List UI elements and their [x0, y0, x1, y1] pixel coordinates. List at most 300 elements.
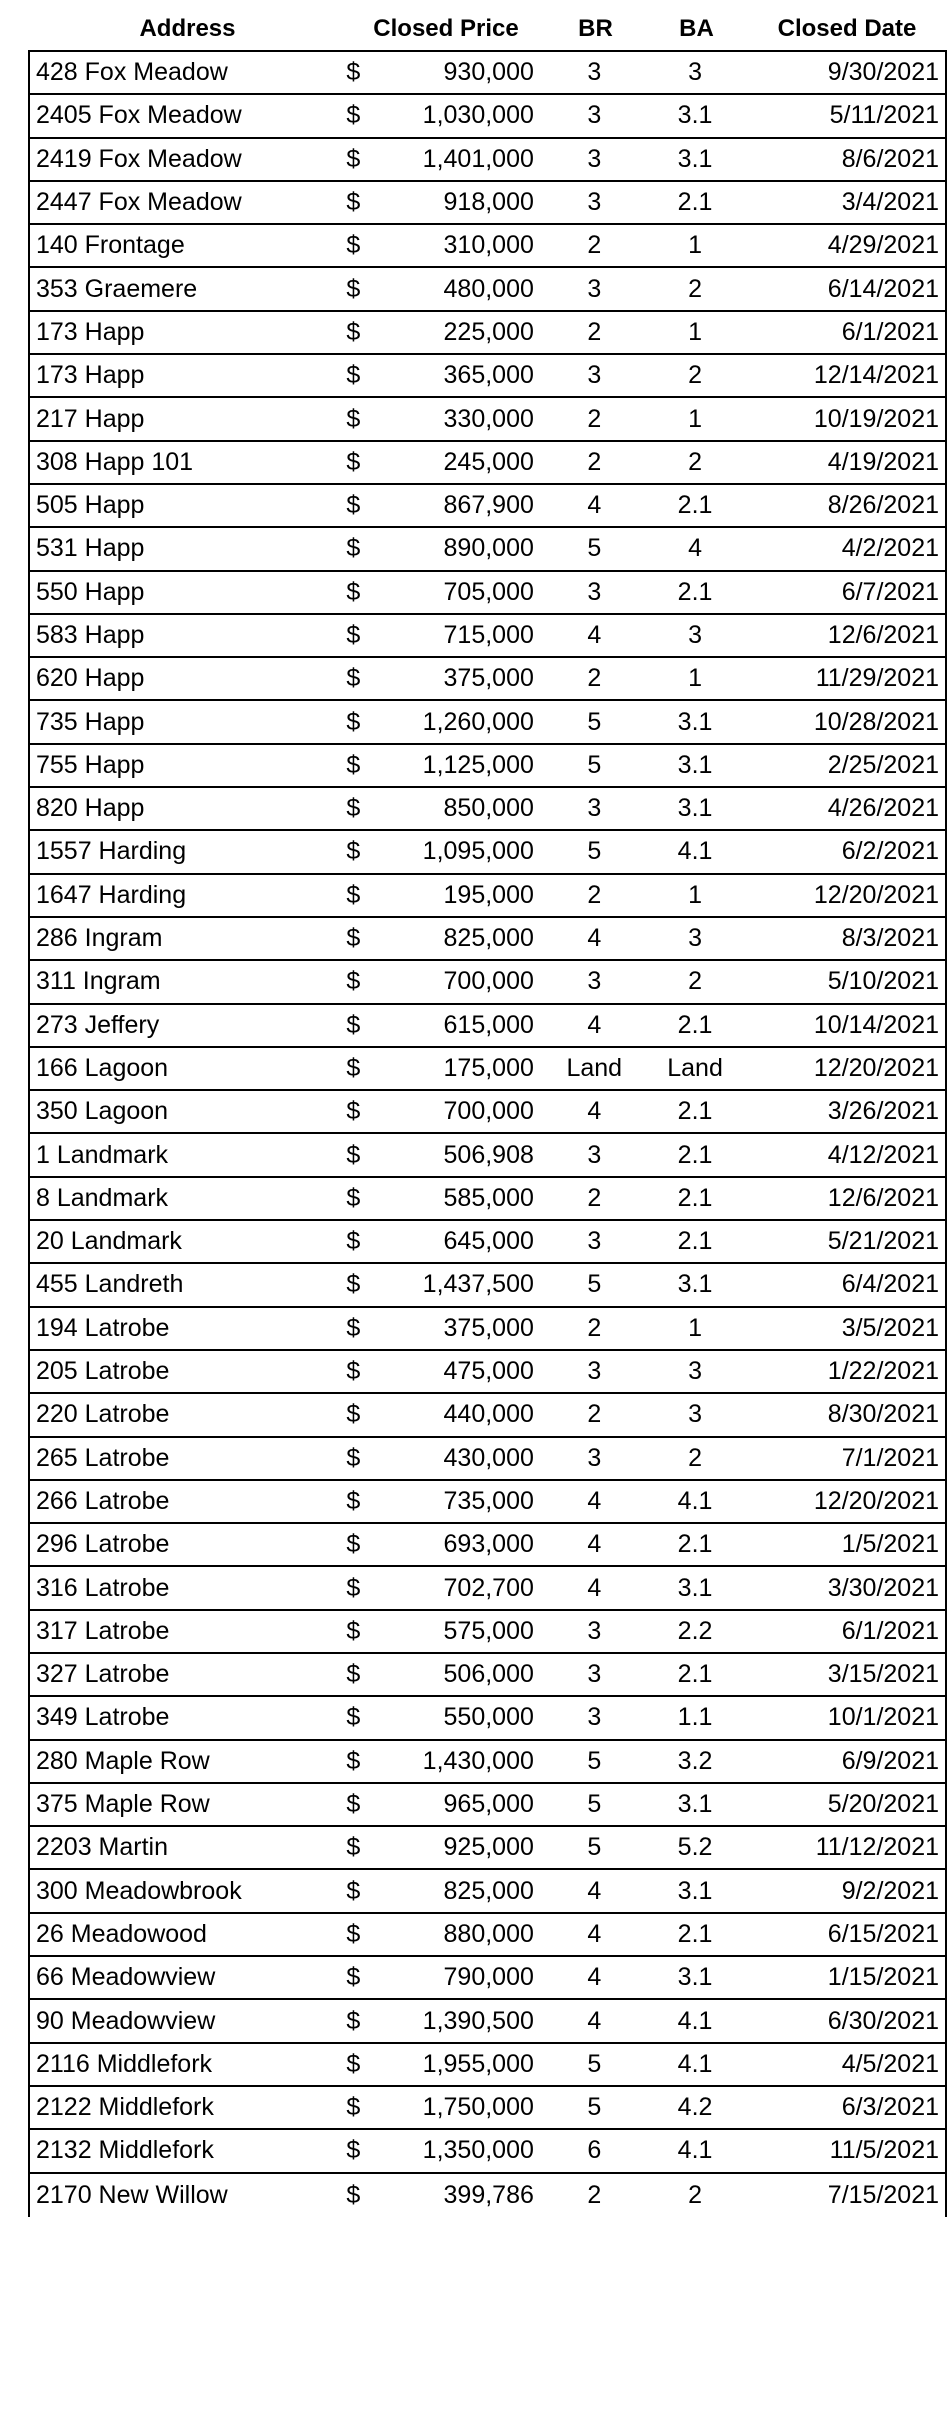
currency-symbol: $	[346, 621, 361, 649]
table-row	[30, 1481, 945, 1524]
currency-symbol: $	[346, 1183, 361, 1212]
table-row	[30, 1091, 945, 1134]
br-cell: 4	[587, 1919, 602, 1948]
price-amount: 880,000	[443, 1919, 534, 1948]
closed-date-cell: 1/15/2021	[827, 1963, 940, 1992]
table-row	[30, 139, 945, 182]
br-cell: 2	[587, 1400, 602, 1429]
closed-price-cell	[346, 1877, 544, 1906]
closed-price-cell	[346, 1617, 544, 1646]
table-row	[30, 182, 945, 225]
br-cell: 3	[587, 1443, 602, 1472]
ba-cell: 2.1	[677, 1227, 713, 1256]
table-row	[30, 961, 945, 1004]
address-cell: 220 Latrobe	[36, 1400, 170, 1429]
closed-price-cell	[346, 145, 544, 174]
closed-price-cell	[346, 2050, 544, 2079]
closed-date-cell: 6/9/2021	[841, 1746, 940, 1775]
ba-cell: 2	[688, 274, 703, 303]
closed-price-cell	[346, 491, 544, 520]
br-cell: 3	[587, 1660, 602, 1689]
ba-cell: 2	[688, 967, 703, 996]
sales-table	[28, 8, 947, 2217]
closed-date-cell: 6/4/2021	[841, 1270, 940, 1299]
address-cell: 349 Latrobe	[36, 1703, 170, 1732]
br-cell: 2	[587, 2180, 602, 2209]
ba-cell: 1	[688, 880, 703, 909]
ba-cell: 3.1	[677, 1963, 713, 1992]
ba-cell: 2.1	[677, 1530, 713, 1559]
closed-price-cell	[346, 881, 544, 910]
table-row	[30, 1351, 945, 1394]
closed-date-cell: 11/29/2021	[815, 664, 940, 693]
price-amount: 310,000	[443, 231, 534, 260]
ba-cell: 1	[688, 1313, 703, 1342]
closed-price-cell	[346, 2181, 544, 2210]
address-cell: 205 Latrobe	[36, 1357, 170, 1386]
address-cell: 2116 Middlefork	[36, 2049, 213, 2078]
price-amount: 1,750,000	[422, 2093, 534, 2122]
currency-symbol: $	[346, 794, 361, 823]
price-amount: 506,908	[443, 1140, 534, 1169]
br-cell: 4	[587, 1486, 602, 1515]
closed-price-cell	[346, 1357, 544, 1386]
currency-symbol: $	[346, 2049, 361, 2078]
table-row	[30, 1784, 945, 1827]
closed-price-cell	[346, 794, 544, 823]
br-cell: 5	[587, 1790, 602, 1819]
br-cell: 4	[587, 1010, 602, 1039]
ba-cell: 2	[688, 361, 703, 390]
price-amount: 693,000	[443, 1530, 534, 1559]
closed-price-cell	[346, 1314, 544, 1343]
address-cell: 8 Landmark	[36, 1183, 169, 1212]
br-cell: 3	[587, 188, 602, 217]
closed-date-cell: 5/21/2021	[827, 1227, 940, 1256]
price-amount: 615,000	[443, 1010, 534, 1039]
table-row	[30, 572, 945, 615]
price-amount: 918,000	[443, 188, 534, 217]
table-row	[30, 225, 945, 268]
ba-cell: 3.1	[677, 1573, 713, 1602]
closed-date-cell: 6/1/2021	[841, 317, 940, 346]
address-cell: 273 Jeffery	[36, 1010, 160, 1039]
currency-symbol: $	[346, 361, 361, 390]
closed-price-cell	[346, 1270, 544, 1299]
address-cell: 2170 New Willow	[36, 2180, 228, 2209]
ba-cell: 3	[688, 924, 703, 953]
br-cell: 3	[587, 1616, 602, 1645]
ba-cell: 3.2	[677, 1746, 713, 1775]
currency-symbol: $	[346, 1400, 361, 1429]
closed-date-cell: 10/1/2021	[827, 1703, 940, 1732]
ba-cell: 2.1	[677, 1660, 713, 1689]
currency-symbol: $	[346, 2006, 361, 2035]
br-cell: 3	[587, 101, 602, 130]
address-cell: 755 Happ	[36, 750, 145, 779]
table-row	[30, 1827, 945, 1870]
price-amount: 330,000	[443, 404, 534, 433]
price-amount: 645,000	[443, 1227, 534, 1256]
closed-date-cell: 4/5/2021	[841, 2049, 940, 2078]
closed-date-cell: 6/3/2021	[841, 2093, 940, 2122]
closed-date-cell: 6/15/2021	[827, 1919, 940, 1948]
closed-price-cell	[346, 448, 544, 477]
currency-symbol: $	[346, 1703, 361, 1732]
closed-date-cell: 6/1/2021	[841, 1616, 940, 1645]
price-amount: 930,000	[443, 58, 534, 87]
table-row	[30, 745, 945, 788]
closed-price-cell	[346, 188, 544, 217]
currency-symbol: $	[346, 231, 361, 260]
closed-date-cell: 8/26/2021	[827, 491, 940, 520]
closed-date-cell: 5/10/2021	[827, 967, 940, 996]
address-cell: 735 Happ	[36, 707, 145, 736]
closed-price-cell	[346, 924, 544, 953]
closed-price-cell	[346, 58, 544, 87]
currency-symbol: $	[346, 2180, 361, 2209]
table-row	[30, 485, 945, 528]
address-cell: 20 Landmark	[36, 1227, 182, 1256]
price-amount: 700,000	[443, 967, 534, 996]
closed-price-cell	[346, 1833, 544, 1862]
closed-price-cell	[346, 2093, 544, 2122]
price-amount: 375,000	[443, 664, 534, 693]
address-cell: 455 Landreth	[36, 1270, 184, 1299]
br-cell: 3	[587, 1140, 602, 1169]
table-row	[30, 1957, 945, 2000]
price-amount: 715,000	[443, 621, 534, 649]
ba-cell: 2.1	[677, 491, 713, 520]
address-cell: 173 Happ	[36, 361, 145, 390]
table-row	[30, 1438, 945, 1481]
br-cell: 2	[587, 1183, 602, 1212]
price-amount: 475,000	[443, 1357, 534, 1386]
price-amount: 575,000	[443, 1616, 534, 1645]
table-row	[30, 1308, 945, 1351]
currency-symbol: $	[346, 2093, 361, 2122]
price-amount: 925,000	[443, 1833, 534, 1862]
address-cell: 66 Meadowview	[36, 1963, 216, 1992]
header-address: Address	[139, 15, 236, 42]
br-cell: 3	[587, 1703, 602, 1732]
closed-date-cell: 12/6/2021	[827, 1183, 940, 1212]
currency-symbol: $	[346, 1746, 361, 1775]
currency-symbol: $	[346, 750, 361, 779]
ba-cell: 5.2	[677, 1833, 713, 1862]
br-cell: 5	[587, 534, 602, 563]
br-cell: 3	[587, 1227, 602, 1256]
currency-symbol: $	[346, 967, 361, 996]
table-row	[30, 1221, 945, 1264]
closed-date-cell: 8/3/2021	[841, 924, 940, 953]
table-row	[30, 1134, 945, 1177]
br-cell: 4	[587, 1963, 602, 1992]
price-amount: 700,000	[443, 1097, 534, 1126]
closed-price-cell	[346, 751, 544, 780]
currency-symbol: $	[346, 577, 361, 606]
ba-cell: 3.1	[677, 101, 713, 130]
ba-cell: 3	[688, 621, 703, 649]
price-amount: 175,000	[443, 1053, 534, 1082]
closed-price-cell	[346, 1747, 544, 1776]
closed-price-cell	[346, 1660, 544, 1689]
br-cell: 5	[587, 2093, 602, 2122]
address-cell: 311 Ingram	[36, 967, 161, 996]
closed-date-cell: 5/11/2021	[829, 101, 940, 130]
table-row	[30, 95, 945, 138]
table-body	[28, 50, 947, 2217]
br-cell: 5	[587, 707, 602, 736]
price-amount: 1,350,000	[422, 2136, 534, 2165]
currency-symbol: $	[346, 1876, 361, 1905]
price-amount: 825,000	[443, 924, 534, 953]
address-cell: 583 Happ	[36, 621, 145, 649]
price-amount: 702,700	[443, 1573, 534, 1602]
table-row	[30, 52, 945, 95]
price-amount: 506,000	[443, 1660, 534, 1689]
closed-price-cell	[346, 275, 544, 304]
closed-price-cell	[346, 405, 544, 434]
br-cell: 5	[587, 2049, 602, 2078]
table-row	[30, 1264, 945, 1307]
closed-price-cell	[346, 708, 544, 737]
br-cell: 5	[587, 1746, 602, 1775]
price-amount: 1,430,000	[422, 1746, 534, 1775]
closed-date-cell: 6/7/2021	[841, 577, 940, 606]
address-cell: 1 Landmark	[36, 1140, 169, 1169]
address-cell: 166 Lagoon	[36, 1053, 169, 1082]
closed-date-cell: 8/30/2021	[827, 1400, 940, 1429]
table-row	[30, 831, 945, 874]
currency-symbol: $	[346, 1140, 361, 1169]
currency-symbol: $	[346, 101, 361, 130]
currency-symbol: $	[346, 1270, 361, 1299]
currency-symbol: $	[346, 447, 361, 476]
table-row	[30, 1741, 945, 1784]
ba-cell: 2	[688, 447, 703, 476]
br-cell: 5	[587, 1270, 602, 1299]
price-amount: 375,000	[443, 1313, 534, 1342]
ba-cell: 3.1	[677, 1270, 713, 1299]
price-amount: 1,260,000	[422, 707, 534, 736]
br-cell: 5	[587, 837, 602, 866]
currency-symbol: $	[346, 1790, 361, 1819]
price-amount: 1,095,000	[422, 837, 534, 866]
closed-date-cell: 8/6/2021	[841, 144, 940, 173]
br-cell: 3	[587, 144, 602, 173]
closed-date-cell: 12/20/2021	[813, 880, 940, 909]
br-cell: 4	[587, 1573, 602, 1602]
address-cell: 317 Latrobe	[36, 1616, 170, 1645]
table-row	[30, 398, 945, 441]
currency-symbol: $	[346, 1357, 361, 1386]
address-cell: 375 Maple Row	[36, 1790, 210, 1819]
closed-price-cell	[346, 1054, 544, 1083]
header-closed-price: Closed Price	[373, 15, 519, 42]
closed-date-cell: 3/15/2021	[827, 1660, 940, 1689]
closed-date-cell: 4/19/2021	[827, 447, 940, 476]
ba-cell: 2.2	[677, 1616, 713, 1645]
closed-date-cell: 3/5/2021	[841, 1313, 940, 1342]
table-row	[30, 1870, 945, 1913]
closed-price-cell	[346, 1011, 544, 1040]
currency-symbol: $	[346, 404, 361, 433]
ba-cell: 4.1	[677, 837, 713, 866]
br-cell: 2	[587, 880, 602, 909]
ba-cell: 1	[688, 664, 703, 693]
currency-symbol: $	[346, 1530, 361, 1559]
closed-date-cell: 12/20/2021	[813, 1486, 940, 1515]
closed-date-cell: 12/20/2021	[813, 1053, 940, 1082]
closed-price-cell	[346, 231, 544, 260]
ba-cell: 4.2	[677, 2093, 713, 2122]
price-amount: 550,000	[443, 1703, 534, 1732]
currency-symbol: $	[346, 1443, 361, 1472]
closed-price-cell	[346, 1963, 544, 1992]
table-row	[30, 918, 945, 961]
table-header	[28, 8, 947, 50]
price-amount: 850,000	[443, 794, 534, 823]
currency-symbol: $	[346, 1963, 361, 1992]
currency-symbol: $	[346, 1227, 361, 1256]
ba-cell: 4	[688, 534, 703, 563]
currency-symbol: $	[346, 1313, 361, 1342]
currency-symbol: $	[346, 707, 361, 736]
currency-symbol: $	[346, 2136, 361, 2165]
table-row	[30, 1611, 945, 1654]
closed-price-cell	[346, 578, 544, 607]
closed-date-cell: 12/6/2021	[827, 621, 940, 649]
price-amount: 1,390,500	[422, 2006, 534, 2035]
br-cell: 4	[587, 1530, 602, 1559]
closed-price-cell	[346, 1097, 544, 1126]
price-amount: 1,125,000	[422, 750, 534, 779]
closed-date-cell: 4/26/2021	[827, 794, 940, 823]
closed-price-cell	[346, 1703, 544, 1732]
closed-price-cell	[346, 534, 544, 563]
closed-date-cell: 12/14/2021	[813, 361, 940, 390]
br-cell: 3	[587, 1357, 602, 1386]
currency-symbol: $	[346, 924, 361, 953]
closed-date-cell: 10/14/2021	[813, 1010, 940, 1039]
price-amount: 225,000	[443, 317, 534, 346]
price-amount: 965,000	[443, 1790, 534, 1819]
price-amount: 790,000	[443, 1963, 534, 1992]
ba-cell: 3.1	[677, 794, 713, 823]
br-cell: 5	[587, 1833, 602, 1862]
currency-symbol: $	[346, 317, 361, 346]
price-amount: 1,030,000	[422, 101, 534, 130]
address-cell: 308 Happ 101	[36, 447, 194, 476]
price-amount: 480,000	[443, 274, 534, 303]
table-row	[30, 701, 945, 744]
address-cell: 217 Happ	[36, 404, 145, 433]
closed-price-cell	[346, 1400, 544, 1429]
br-cell: 3	[587, 361, 602, 390]
currency-symbol: $	[346, 1486, 361, 1515]
address-cell: 327 Latrobe	[36, 1660, 170, 1689]
address-cell: 2419 Fox Meadow	[36, 144, 242, 173]
price-amount: 440,000	[443, 1400, 534, 1429]
ba-cell: 3.1	[677, 750, 713, 779]
price-amount: 735,000	[443, 1486, 534, 1515]
br-cell: 4	[587, 924, 602, 953]
table-row	[30, 875, 945, 918]
ba-cell: 3.1	[677, 1876, 713, 1905]
closed-date-cell: 9/30/2021	[827, 58, 940, 87]
closed-price-cell	[346, 101, 544, 130]
closed-price-cell	[346, 361, 544, 390]
address-cell: 300 Meadowbrook	[36, 1876, 242, 1905]
closed-date-cell: 4/29/2021	[827, 231, 940, 260]
currency-symbol: $	[346, 1919, 361, 1948]
address-cell: 265 Latrobe	[36, 1443, 170, 1472]
table-row	[30, 788, 945, 831]
address-cell: 316 Latrobe	[36, 1573, 170, 1602]
ba-cell: 2.1	[677, 577, 713, 606]
price-amount: 585,000	[443, 1183, 534, 1212]
table-row	[30, 658, 945, 701]
table-row	[30, 312, 945, 355]
price-amount: 430,000	[443, 1443, 534, 1472]
br-cell: 4	[587, 491, 602, 520]
closed-price-cell	[346, 621, 544, 650]
table-row	[30, 1178, 945, 1221]
header-closed-date: Closed Date	[777, 15, 917, 42]
currency-symbol: $	[346, 664, 361, 693]
table-row	[30, 1394, 945, 1437]
address-cell: 194 Latrobe	[36, 1313, 170, 1342]
ba-cell: 1.1	[677, 1703, 713, 1732]
address-cell: 1557 Harding	[36, 837, 187, 866]
br-cell: 3	[587, 58, 602, 87]
ba-cell: 2.1	[677, 1919, 713, 1948]
br-cell: 2	[587, 231, 602, 260]
ba-cell: 3	[688, 1400, 703, 1429]
closed-price-cell	[346, 1530, 544, 1559]
address-cell: 2122 Middlefork	[36, 2093, 214, 2122]
closed-date-cell: 10/19/2021	[813, 404, 940, 433]
currency-symbol: $	[346, 1660, 361, 1689]
br-cell: 3	[587, 967, 602, 996]
table-row	[30, 355, 945, 398]
address-cell: 90 Meadowview	[36, 2006, 216, 2035]
currency-symbol: $	[346, 274, 361, 303]
price-amount: 245,000	[443, 447, 534, 476]
ba-cell: 3.1	[677, 144, 713, 173]
ba-cell: 2	[688, 1443, 703, 1472]
address-cell: 173 Happ	[36, 317, 145, 346]
br-cell: 2	[587, 1313, 602, 1342]
price-amount: 890,000	[443, 534, 534, 563]
ba-cell: 2.1	[677, 188, 713, 217]
table-row	[30, 1654, 945, 1697]
closed-date-cell: 7/1/2021	[841, 1443, 940, 1472]
currency-symbol: $	[346, 1616, 361, 1645]
ba-cell: 2.1	[677, 1183, 713, 1212]
closed-date-cell: 1/22/2021	[827, 1357, 940, 1386]
closed-date-cell: 3/26/2021	[827, 1097, 940, 1126]
br-cell: 5	[587, 750, 602, 779]
address-cell: 1647 Harding	[36, 880, 187, 909]
closed-date-cell: 9/2/2021	[841, 1876, 940, 1905]
table-row	[30, 2174, 945, 2217]
address-cell: 286 Ingram	[36, 924, 163, 953]
address-cell: 350 Lagoon	[36, 1097, 169, 1126]
ba-cell: 2.1	[677, 1097, 713, 1126]
closed-date-cell: 4/12/2021	[827, 1140, 940, 1169]
